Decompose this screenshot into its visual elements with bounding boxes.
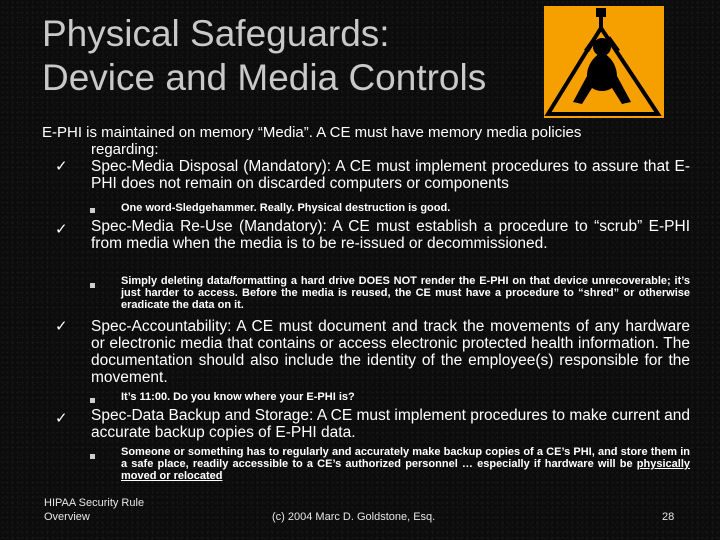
checkmark-icon: ✓ — [55, 221, 68, 238]
square-bullet-icon — [90, 283, 95, 288]
item-note — [121, 446, 690, 482]
footer-left — [44, 496, 144, 524]
item-note-text: Someone or something has to regularly and accurately make backup copies of a CE’s PHI, and store them in a safe place, readily accessible to a CE’s authorized personnel … especially if hardware will be — [121, 446, 690, 470]
square-bullet-icon — [90, 454, 95, 459]
intro-text — [42, 124, 692, 158]
checkmark-icon: ✓ — [55, 158, 68, 175]
intro-line-2: regarding: — [91, 141, 159, 158]
hazard-weight-icon — [544, 6, 664, 118]
slide-title — [42, 12, 542, 100]
footer-left-line-1: HIPAA Security Rule — [44, 497, 145, 509]
item-note: One word-Sledgehammer. Really. Physical destruction is good. — [121, 202, 451, 214]
item-text: Spec-Data Backup and Storage: A CE must implement procedures to make current and accurate backup copies of E-PHI data. — [91, 407, 690, 441]
item-text: Spec-Media Disposal (Mandatory): A CE must implement procedures to assure that E-PHI does not remain on discarded computers or components — [91, 158, 690, 192]
footer-copyright: (c) 2004 Marc D. Goldstone, Esq. — [272, 511, 436, 523]
checkmark-icon: ✓ — [55, 410, 68, 427]
page-number: 28 — [662, 511, 675, 523]
title-line-1: Physical Safeguards: — [42, 13, 390, 54]
item-text: Spec-Media Re-Use (Mandatory): A CE must establish a procedure to “scrub” E-PHI from media when the media is to be re-issued or decommissioned. — [91, 218, 690, 252]
intro-line-1: E-PHI is maintained on memory “Media”. A CE must have memory media policies — [42, 124, 582, 141]
item-note: Simply deleting data/formatting a hard drive DOES NOT render the E-PHI on that device unrecoverable; it’s just harder to access. Before the media is reused, the CE must have a procedure to “shred” or otherwise eradicate the data on it. — [121, 275, 690, 311]
item-note: It’s 11:00. Do you know where your E-PHI is? — [121, 391, 355, 403]
square-bullet-icon — [90, 398, 95, 403]
item-text: Spec-Accountability: A CE must document and track the movements of any hardware or electronic media that contains or access electronic protected health information. The documentation should also include the identity of the employee(s) responsible for the movement. — [91, 318, 690, 386]
item-note-underlined: physically moved or relocated — [121, 458, 690, 482]
logo — [544, 6, 664, 118]
checkmark-icon: ✓ — [55, 318, 68, 335]
square-bullet-icon — [90, 208, 95, 213]
footer-left-line-2: Overview — [44, 511, 90, 523]
title-line-2: Device and Media Controls — [42, 57, 487, 98]
